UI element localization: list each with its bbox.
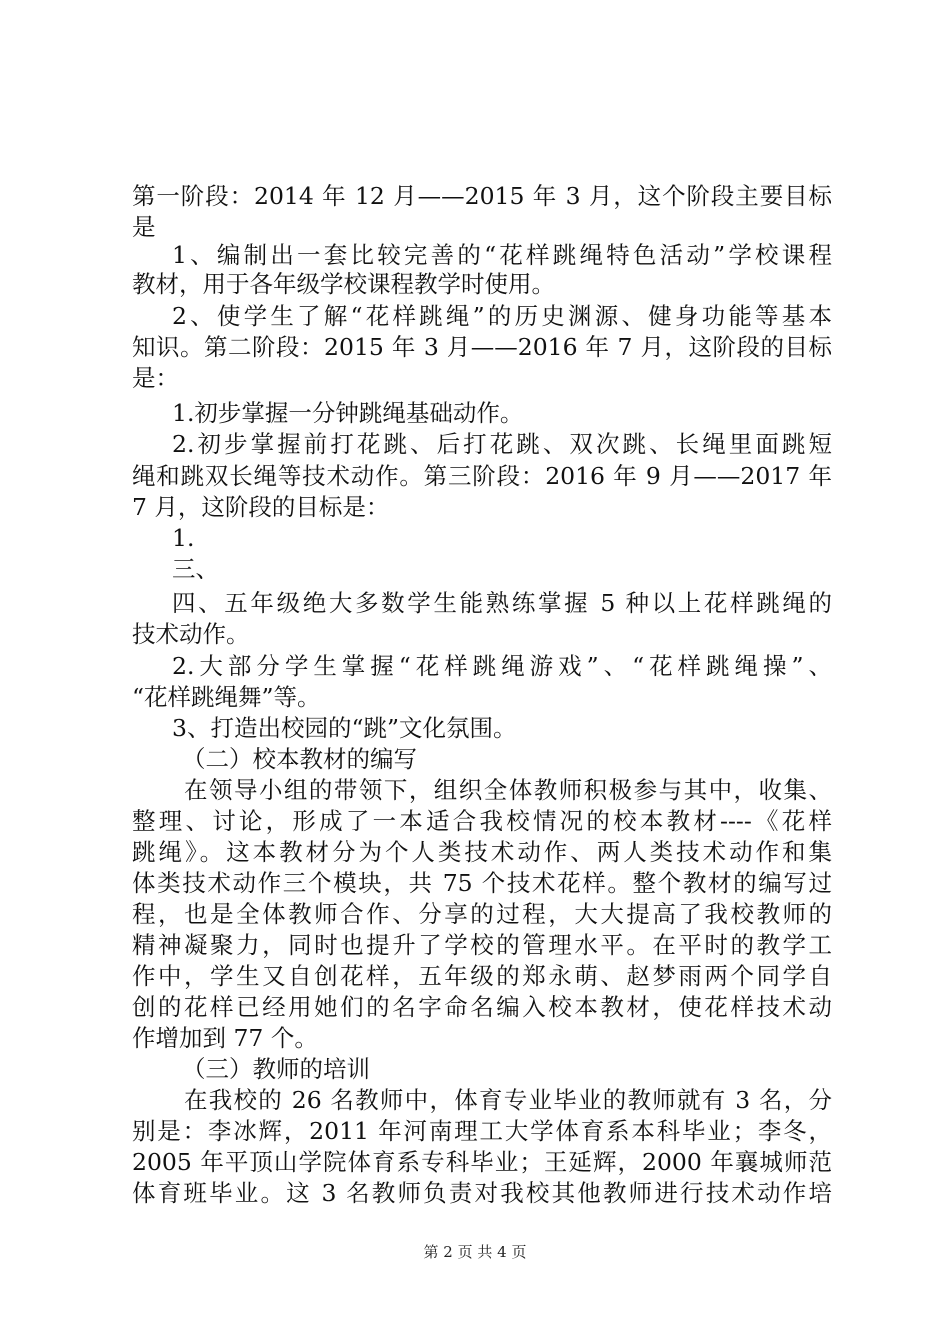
text-line: 2.大部分学生掌握“花样跳绳游戏”、“花样跳绳操”、 [172,652,832,680]
text-line: 在领导小组的带领下，组织全体教师积极参与其中，收集、 [184,776,832,804]
text-line: 教材，用于各年级学校课程教学时使用。 [132,270,555,298]
text-line: （二）校本教材的编写 [182,745,417,773]
text-line: 三、 [172,555,219,583]
text-line: 知识。第二阶段：2015 年 3 月——2016 年 7 月，这阶段的目标 [132,333,832,361]
text-line: 7 月，这阶段的目标是： [132,493,390,521]
text-line: 体类技术动作三个模块，共 75 个技术花样。整个教材的编写过 [132,869,832,897]
text-line: 整理、讨论，形成了一本适合我校情况的校本教材----《花样 [132,807,832,835]
text-line: 3、打造出校园的“跳”文化氛围。 [172,714,517,742]
text-line: （三）教师的培训 [182,1055,370,1083]
text-line: 是 [132,213,156,241]
text-line: 跳绳》。这本教材分为个人类技术动作、两人类技术动作和集 [132,838,832,866]
text-line: 2、使学生了解“花样跳绳”的历史渊源、健身功能等基本 [172,302,832,330]
text-line: 技术动作。 [132,620,250,648]
text-line: 在我校的 26 名教师中，体育专业毕业的教师就有 3 名，分 [184,1086,832,1114]
text-line: 2.初步掌握前打花跳、后打花跳、双次跳、长绳里面跳短 [172,430,832,458]
text-line: 作中，学生又自创花样，五年级的郑永萌、赵梦雨两个同学自 [132,962,832,990]
page-footer: 第 2 页 共 4 页 [423,1243,527,1261]
text-line: 四、五年级绝大多数学生能熟练掌握 5 种以上花样跳绳的 [172,589,832,617]
text-line: 1.初步掌握一分钟跳绳基础动作。 [172,399,524,427]
text-line: 1. [172,524,195,552]
text-line: 体育班毕业。这 3 名教师负责对我校其他教师进行技术动作培 [132,1179,832,1207]
text-line: 作增加到 77 个。 [132,1024,318,1052]
text-line: 创的花样已经用她们的名字命名编入校本教材，使花样技术动 [132,993,832,1021]
text-line: “花样跳绳舞”等。 [132,683,321,711]
text-line: 别是：李冰辉，2011 年河南理工大学体育系本科毕业；李冬， [132,1117,832,1145]
text-line: 2005 年平顶山学院体育系专科毕业；王延辉，2000 年襄城师范 [132,1148,832,1176]
text-line: 是： [132,364,179,392]
text-line: 精神凝聚力，同时也提升了学校的管理水平。在平时的教学工 [132,931,832,959]
text-line: 绳和跳双长绳等技术动作。第三阶段：2016 年 9 月——2017 年 [132,462,832,490]
text-line: 程，也是全体教师合作、分享的过程，大大提高了我校教师的 [132,900,832,928]
text-line: 第一阶段：2014 年 12 月——2015 年 3 月，这个阶段主要目标 [132,182,832,210]
text-line: 1、编制出一套比较完善的“花样跳绳特色活动”学校课程 [172,241,832,269]
